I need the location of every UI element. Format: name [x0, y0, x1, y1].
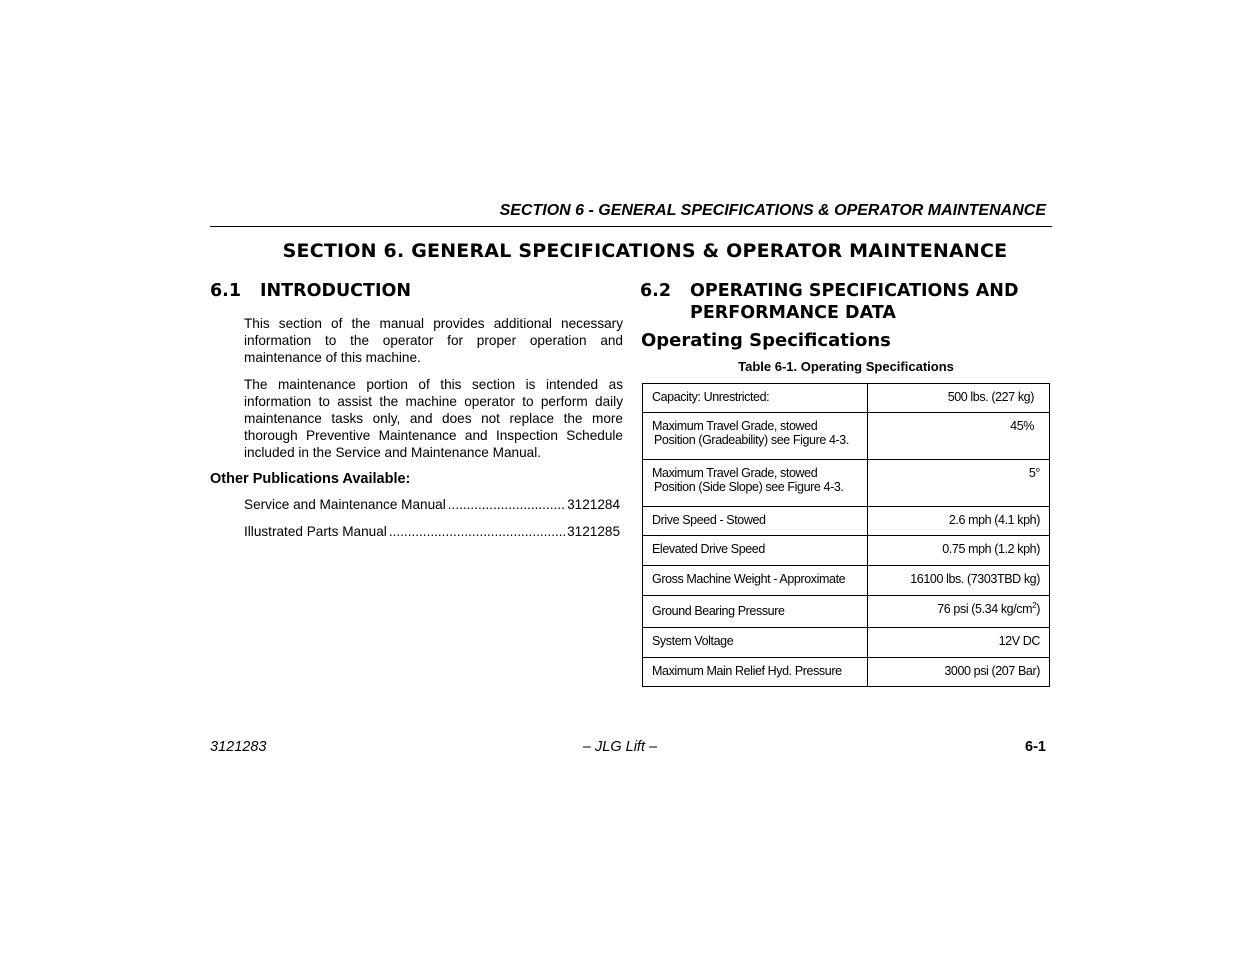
publication-name: Service and Maintenance Manual	[244, 497, 446, 512]
spec-label: Drive Speed - Stowed	[643, 507, 868, 536]
table-row	[643, 460, 1050, 507]
spec-value: 76 psi (5.34 $kg/cm^2$)	[868, 596, 1050, 628]
specs-subheading: Operating Specifications	[641, 330, 891, 351]
table-row	[643, 658, 1050, 687]
spec-label: Maximum Main Relief Hyd. Pressure	[643, 658, 868, 687]
section-title: SECTION 6. GENERAL SPECIFICATIONS & OPERATOR MAINTENANCE	[282, 240, 1008, 262]
spec-label: Maximum Travel Grade, stowed Position (Side Slope) see Figure 4-3.	[643, 460, 868, 507]
specifications-table	[642, 383, 1050, 687]
spec-value: 45%	[868, 413, 1050, 460]
table-row	[643, 566, 1050, 596]
intro-paragraph-2: The maintenance portion of this section is intended as information to assist the machine operator to perform daily maintenance tasks only, and does not replace the more thorough Preventive Maintenance and Inspection Schedule included in the Service and Maintenance Manual.	[244, 377, 623, 460]
footer-brand: – JLG Lift –	[582, 739, 658, 755]
publication-item	[244, 524, 620, 539]
spec-value: 500 lbs. (227 kg)	[868, 384, 1050, 413]
publication-number: 3121284	[567, 497, 620, 512]
spec-label: Capacity: Unrestricted:	[643, 384, 868, 413]
publication-number: 3121285	[567, 524, 620, 539]
spec-label: Elevated Drive Speed	[643, 536, 868, 566]
spec-label: Gross Machine Weight - Approximate	[643, 566, 868, 596]
specs-title-line2: PERFORMANCE DATA	[690, 303, 896, 323]
spec-value: 0.75 mph (1.2 kph)	[868, 536, 1050, 566]
intro-heading	[210, 280, 411, 302]
dot-leader	[389, 524, 565, 539]
publication-item	[244, 497, 620, 512]
intro-number: 6.1	[210, 281, 242, 301]
spec-value: 16100 lbs. (7303TBD kg)	[868, 566, 1050, 596]
footer-doc-number: 3121283	[210, 739, 267, 755]
spec-value: 5°	[868, 460, 1050, 507]
spec-value: 3000 psi (207 Bar)	[868, 658, 1050, 687]
superscript: 2	[1032, 600, 1037, 610]
intro-title: INTRODUCTION	[260, 281, 411, 301]
header-rule	[210, 226, 1052, 227]
specs-number: 6.2	[640, 281, 672, 301]
specs-title-line1: OPERATING SPECIFICATIONS AND	[690, 281, 1019, 301]
other-publications-heading: Other Publications Available:	[210, 471, 411, 487]
table-row	[643, 507, 1050, 536]
table-caption: Table 6-1. Operating Specifications	[738, 359, 954, 374]
spec-value: 12V DC	[868, 628, 1050, 658]
table-row	[643, 536, 1050, 566]
dot-leader	[448, 497, 565, 512]
specs-heading	[640, 280, 1060, 324]
table-row	[643, 413, 1050, 460]
table-row	[643, 596, 1050, 628]
spec-label: Ground Bearing Pressure	[643, 596, 868, 628]
footer-page-number: 6-1	[1025, 739, 1046, 755]
spec-label: System Voltage	[643, 628, 868, 658]
table-row	[643, 384, 1050, 413]
table-row	[643, 628, 1050, 658]
spec-label: Maximum Travel Grade, stowed Position (Gradeability) see Figure 4-3.	[643, 413, 868, 460]
running-header: SECTION 6 - GENERAL SPECIFICATIONS & OPERATOR MAINTENANCE	[499, 202, 1046, 219]
spec-value: 2.6 mph (4.1 kph)	[868, 507, 1050, 536]
intro-paragraph-1: This section of the manual provides additional necessary information to the operator for proper operation and maintenance of this machine.	[244, 316, 623, 365]
publication-name: Illustrated Parts Manual	[244, 524, 387, 539]
